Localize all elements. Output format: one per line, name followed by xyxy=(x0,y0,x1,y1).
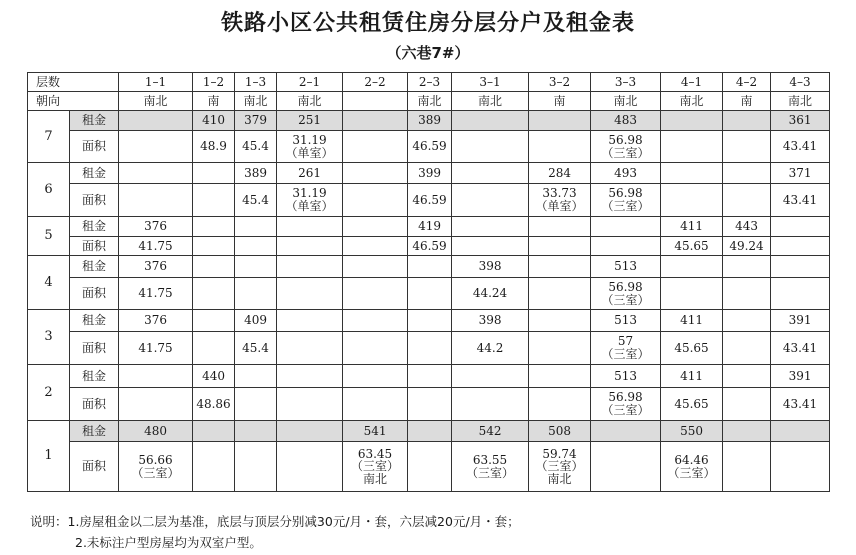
area-cell xyxy=(771,278,830,310)
area-cell xyxy=(661,388,723,421)
area-value: 41.75 xyxy=(138,286,173,301)
area-cell xyxy=(723,131,771,163)
area-cell xyxy=(771,442,830,492)
area-cell xyxy=(661,131,723,163)
area-cell xyxy=(193,278,235,310)
rent-cell: 398 xyxy=(452,256,529,278)
area-cell xyxy=(235,388,277,421)
rent-cell: 513 xyxy=(591,256,661,278)
rent-cell: 391 xyxy=(771,310,830,332)
area-value: 33.73 （单室） xyxy=(535,186,584,213)
rent-cell xyxy=(771,421,830,442)
unit-header: 1–2 xyxy=(193,73,235,92)
rent-cell xyxy=(723,421,771,442)
area-value: 41.75 xyxy=(138,340,173,355)
area-cell xyxy=(119,442,193,492)
area-cell xyxy=(235,332,277,365)
area-value: 48.9 xyxy=(200,139,227,154)
rent-cell: 284 xyxy=(529,163,591,184)
rent-cell xyxy=(119,163,193,184)
area-value: 44.2 xyxy=(476,340,504,355)
rent-cell: 440 xyxy=(193,365,235,388)
rent-cell: 443 xyxy=(723,217,771,237)
area-cell xyxy=(343,278,408,310)
area-cell xyxy=(452,131,529,163)
area-cell xyxy=(408,237,452,256)
rent-cell xyxy=(452,217,529,237)
rent-cell xyxy=(235,256,277,278)
area-cell xyxy=(119,184,193,217)
rent-cell xyxy=(277,310,343,332)
area-label: 面积 xyxy=(70,237,119,256)
area-cell xyxy=(591,388,661,421)
area-value: 31.19 （单室） xyxy=(285,186,334,213)
rent-cell xyxy=(661,163,723,184)
rent-cell xyxy=(408,421,452,442)
area-value: 46.59 xyxy=(412,192,447,207)
unit-header: 1–1 xyxy=(119,73,193,92)
floor-6-area-row xyxy=(28,184,830,217)
floor-4-area-row xyxy=(28,278,830,310)
floor-2-area-row xyxy=(28,388,830,421)
header-row-orientation xyxy=(28,92,830,111)
rent-cell xyxy=(771,217,830,237)
rent-cell xyxy=(452,111,529,131)
rent-cell: 399 xyxy=(408,163,452,184)
rent-cell xyxy=(193,256,235,278)
area-label: 面积 xyxy=(70,184,119,217)
area-cell xyxy=(723,442,771,492)
area-cell xyxy=(235,184,277,217)
area-value: 45.4 xyxy=(242,139,269,154)
unit-orientation: 南北 xyxy=(235,92,277,111)
area-cell xyxy=(408,332,452,365)
area-value: 48.86 xyxy=(196,396,231,411)
area-cell xyxy=(408,278,452,310)
rent-cell xyxy=(193,163,235,184)
rent-label: 租金 xyxy=(70,163,119,184)
area-cell xyxy=(529,442,591,492)
rent-cell xyxy=(723,163,771,184)
rent-cell xyxy=(235,217,277,237)
area-cell xyxy=(343,184,408,217)
rent-cell: 542 xyxy=(452,421,529,442)
rent-cell xyxy=(408,310,452,332)
rent-cell: 398 xyxy=(452,310,529,332)
area-cell xyxy=(591,184,661,217)
area-label: 面积 xyxy=(70,332,119,365)
page-title: 铁路小区公共租赁住房分层分户及租金表 xyxy=(220,11,635,36)
unit-orientation: 南 xyxy=(723,92,771,111)
area-value: 63.45 （三室） 南北 xyxy=(351,446,400,486)
unit-orientation: 南北 xyxy=(591,92,661,111)
area-cell xyxy=(723,237,771,256)
area-value: 59.74 （三室） 南北 xyxy=(535,446,584,486)
unit-orientation xyxy=(343,92,408,111)
rent-cell: 541 xyxy=(343,421,408,442)
area-value: 45.4 xyxy=(242,192,269,207)
area-value: 57 （三室） xyxy=(601,334,650,361)
area-cell xyxy=(343,442,408,492)
note-line-2: 2.未标注户型房屋均为双室户型。 xyxy=(75,535,262,550)
area-value: 45.4 xyxy=(242,340,269,355)
rent-label: 租金 xyxy=(70,111,119,131)
area-cell xyxy=(277,388,343,421)
area-value: 63.55 （三室） xyxy=(466,452,515,480)
rent-cell xyxy=(661,256,723,278)
rent-cell: 419 xyxy=(408,217,452,237)
rent-cell: 410 xyxy=(193,111,235,131)
unit-header: 4–3 xyxy=(771,73,830,92)
rent-cell xyxy=(235,365,277,388)
rent-cell: 411 xyxy=(661,217,723,237)
unit-header: 1–3 xyxy=(235,73,277,92)
area-value: 45.65 xyxy=(674,396,709,411)
unit-header: 3–3 xyxy=(591,73,661,92)
area-value: 43.41 xyxy=(782,396,818,411)
unit-header: 3–2 xyxy=(529,73,591,92)
rent-cell xyxy=(529,217,591,237)
rent-cell: 379 xyxy=(235,111,277,131)
rent-cell: 411 xyxy=(661,365,723,388)
unit-orientation: 南北 xyxy=(277,92,343,111)
unit-header: 2–1 xyxy=(277,73,343,92)
floor-number: 5 xyxy=(28,217,70,256)
area-cell xyxy=(119,131,193,163)
area-cell xyxy=(408,184,452,217)
rent-cell xyxy=(193,421,235,442)
rent-cell: 508 xyxy=(529,421,591,442)
area-cell xyxy=(529,131,591,163)
area-cell xyxy=(119,237,193,256)
unit-orientation: 南 xyxy=(529,92,591,111)
area-cell xyxy=(277,184,343,217)
floor-1-rent-row xyxy=(28,421,830,442)
area-value: 41.75 xyxy=(138,238,173,253)
rent-cell xyxy=(343,365,408,388)
area-cell xyxy=(771,388,830,421)
area-label: 面积 xyxy=(70,388,119,421)
area-cell xyxy=(277,278,343,310)
rent-cell xyxy=(723,365,771,388)
area-value: 56.98 （三室） xyxy=(601,390,650,417)
area-cell xyxy=(771,332,830,365)
floor-2-rent-row xyxy=(28,365,830,388)
unit-header: 2–2 xyxy=(343,73,408,92)
area-value: 64.46 （三室） xyxy=(667,452,716,480)
unit-orientation: 南 xyxy=(193,92,235,111)
rent-cell xyxy=(193,217,235,237)
rent-cell xyxy=(452,163,529,184)
area-cell xyxy=(661,184,723,217)
area-value: 56.98 （三室） xyxy=(601,132,650,160)
area-value: 43.41 xyxy=(782,340,818,355)
floor-number: 1 xyxy=(28,421,70,492)
area-label: 面积 xyxy=(70,278,119,310)
rent-cell: 261 xyxy=(277,163,343,184)
area-cell xyxy=(193,388,235,421)
rent-cell: 389 xyxy=(408,111,452,131)
floor-number: 4 xyxy=(28,256,70,310)
area-cell xyxy=(591,237,661,256)
area-cell xyxy=(277,332,343,365)
area-cell xyxy=(343,131,408,163)
area-cell xyxy=(408,442,452,492)
area-cell xyxy=(235,278,277,310)
unit-orientation: 南北 xyxy=(119,92,193,111)
unit-orientation: 南北 xyxy=(452,92,529,111)
floor-number: 6 xyxy=(28,163,70,217)
rent-cell xyxy=(277,256,343,278)
area-cell xyxy=(119,388,193,421)
area-cell xyxy=(277,442,343,492)
floor-1-area-row xyxy=(28,442,830,492)
floor-5-rent-row xyxy=(28,217,830,237)
area-cell xyxy=(408,388,452,421)
floor-4-rent-row xyxy=(28,256,830,278)
area-cell xyxy=(591,332,661,365)
rent-cell xyxy=(277,365,343,388)
rent-cell xyxy=(591,421,661,442)
area-label: 面积 xyxy=(70,131,119,163)
area-value: 46.59 xyxy=(412,139,447,154)
rent-cell: 483 xyxy=(591,111,661,131)
floor-number: 7 xyxy=(28,111,70,163)
floor-3-area-row xyxy=(28,332,830,365)
area-cell xyxy=(591,131,661,163)
rent-cell xyxy=(343,217,408,237)
area-cell xyxy=(119,278,193,310)
rent-cell: 409 xyxy=(235,310,277,332)
rent-cell: 361 xyxy=(771,111,830,131)
area-cell xyxy=(591,278,661,310)
area-cell xyxy=(193,332,235,365)
floor-7-area-row xyxy=(28,131,830,163)
floor-7-rent-row xyxy=(28,111,830,131)
unit-header: 4–2 xyxy=(723,73,771,92)
rent-cell xyxy=(343,163,408,184)
area-cell xyxy=(452,278,529,310)
rent-cell xyxy=(771,256,830,278)
rent-cell: 376 xyxy=(119,217,193,237)
rent-cell: 251 xyxy=(277,111,343,131)
rent-cell xyxy=(408,256,452,278)
rent-cell xyxy=(529,365,591,388)
area-cell xyxy=(235,237,277,256)
area-cell xyxy=(661,442,723,492)
rent-label: 租金 xyxy=(70,365,119,388)
floor-3-rent-row xyxy=(28,310,830,332)
rent-label: 租金 xyxy=(70,421,119,442)
area-cell xyxy=(277,237,343,256)
rent-cell xyxy=(452,365,529,388)
unit-orientation: 南北 xyxy=(771,92,830,111)
rent-cell: 513 xyxy=(591,365,661,388)
area-cell xyxy=(408,131,452,163)
area-cell xyxy=(529,237,591,256)
area-cell xyxy=(771,184,830,217)
rent-cell: 391 xyxy=(771,365,830,388)
area-cell xyxy=(529,332,591,365)
rent-cell xyxy=(119,111,193,131)
area-value: 46.59 xyxy=(412,238,447,253)
rent-cell: 376 xyxy=(119,310,193,332)
rent-cell xyxy=(235,421,277,442)
area-cell xyxy=(529,184,591,217)
rent-cell xyxy=(529,111,591,131)
rent-cell xyxy=(661,111,723,131)
area-cell xyxy=(723,278,771,310)
area-cell xyxy=(343,332,408,365)
area-value: 49.24 xyxy=(729,238,764,253)
rent-cell xyxy=(119,365,193,388)
area-cell xyxy=(661,332,723,365)
rent-cell: 371 xyxy=(771,163,830,184)
area-cell xyxy=(193,442,235,492)
rent-cell xyxy=(723,111,771,131)
area-cell xyxy=(661,278,723,310)
area-cell xyxy=(343,237,408,256)
area-cell xyxy=(193,184,235,217)
rent-cell xyxy=(277,217,343,237)
area-cell xyxy=(529,388,591,421)
area-value: 45.65 xyxy=(674,238,709,253)
floor-5-area-row xyxy=(28,237,830,256)
rent-cell: 411 xyxy=(661,310,723,332)
rent-cell: 550 xyxy=(661,421,723,442)
rent-cell xyxy=(529,256,591,278)
floor-number: 2 xyxy=(28,365,70,421)
page-subtitle: （六巷7#） xyxy=(386,44,470,62)
rent-cell xyxy=(343,111,408,131)
rent-cell: 389 xyxy=(235,163,277,184)
area-cell xyxy=(277,131,343,163)
area-cell xyxy=(343,388,408,421)
floor-6-rent-row xyxy=(28,163,830,184)
header-floor-label: 层数 xyxy=(28,73,119,92)
area-value: 43.41 xyxy=(782,192,818,207)
rent-cell xyxy=(408,365,452,388)
rent-cell xyxy=(723,256,771,278)
rent-label: 租金 xyxy=(70,256,119,278)
area-value: 44.24 xyxy=(472,286,508,301)
area-cell xyxy=(591,442,661,492)
area-cell xyxy=(119,332,193,365)
area-cell xyxy=(235,442,277,492)
floor-number: 3 xyxy=(28,310,70,365)
unit-header: 2–3 xyxy=(408,73,452,92)
rent-cell: 376 xyxy=(119,256,193,278)
area-cell xyxy=(771,131,830,163)
area-cell xyxy=(452,388,529,421)
rent-cell xyxy=(529,310,591,332)
area-cell xyxy=(235,131,277,163)
rent-cell: 493 xyxy=(591,163,661,184)
rent-cell xyxy=(343,310,408,332)
area-cell xyxy=(661,237,723,256)
area-cell xyxy=(723,332,771,365)
rent-cell: 513 xyxy=(591,310,661,332)
rent-table xyxy=(27,72,830,492)
area-value: 56.98 （三室） xyxy=(601,186,650,213)
area-value: 56.98 （三室） xyxy=(601,279,650,307)
area-cell xyxy=(452,332,529,365)
area-cell xyxy=(771,237,830,256)
area-cell xyxy=(723,184,771,217)
rent-cell: 480 xyxy=(119,421,193,442)
area-cell xyxy=(452,184,529,217)
area-value: 43.41 xyxy=(782,139,818,154)
area-cell xyxy=(193,237,235,256)
area-cell xyxy=(193,131,235,163)
area-value: 31.19 （单室） xyxy=(285,132,334,160)
note-line-1: 说明：1.房屋租金以二层为基准，底层与顶层分别减30元/月・套，六层减20元/月・套； xyxy=(30,514,520,529)
area-cell xyxy=(723,388,771,421)
rent-cell xyxy=(193,310,235,332)
unit-orientation: 南北 xyxy=(661,92,723,111)
rent-cell xyxy=(723,310,771,332)
area-value: 56.66 （三室） xyxy=(131,452,180,480)
area-cell xyxy=(529,278,591,310)
rent-label: 租金 xyxy=(70,310,119,332)
header-row-units xyxy=(28,73,830,92)
rent-cell xyxy=(343,256,408,278)
rent-label: 租金 xyxy=(70,217,119,237)
area-label: 面积 xyxy=(70,442,119,492)
unit-orientation: 南北 xyxy=(408,92,452,111)
area-cell xyxy=(452,237,529,256)
unit-header: 3–1 xyxy=(452,73,529,92)
area-value: 45.65 xyxy=(674,340,709,355)
area-cell xyxy=(452,442,529,492)
header-orientation-label: 朝向 xyxy=(28,92,119,111)
unit-header: 4–1 xyxy=(661,73,723,92)
rent-cell xyxy=(591,217,661,237)
rent-cell xyxy=(277,421,343,442)
